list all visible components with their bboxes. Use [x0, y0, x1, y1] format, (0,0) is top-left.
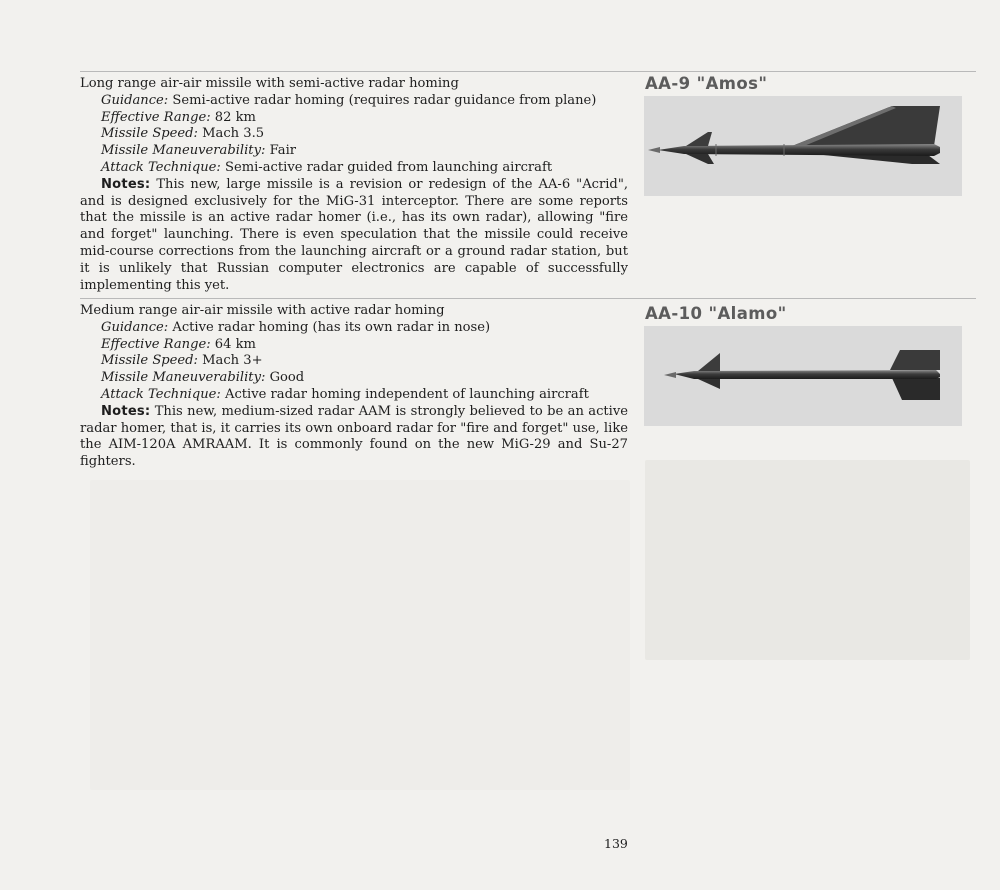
field-label: Guidance:	[101, 319, 169, 335]
range-field	[80, 337, 628, 354]
guidance-field	[80, 93, 628, 110]
maneuverability-field	[80, 370, 628, 387]
missile-notes	[80, 177, 628, 295]
maneuverability-field	[80, 143, 628, 160]
field-value: Active radar homing (has its own radar in nose)	[172, 319, 491, 335]
missile-title: AA-9 "Amos"	[645, 74, 768, 93]
missile-entry-aa9	[80, 76, 628, 294]
section-divider	[80, 298, 976, 299]
bleed-through-shade	[645, 460, 970, 660]
field-value: 82 km	[214, 109, 256, 125]
field-label: Effective Range:	[101, 336, 211, 352]
guidance-field	[80, 320, 628, 337]
field-value: 64 km	[214, 336, 256, 352]
notes-label: Notes:	[101, 403, 151, 419]
section-divider	[80, 71, 976, 72]
field-value: Semi-active radar guided from launching aircraft	[224, 159, 553, 175]
field-value: Mach 3+	[202, 353, 263, 369]
missile-title: AA-10 "Alamo"	[645, 304, 787, 323]
field-value: Good	[269, 370, 305, 386]
field-value: Mach 3.5	[202, 126, 265, 142]
range-field	[80, 110, 628, 127]
speed-field	[80, 353, 628, 370]
attack-technique-field	[80, 160, 628, 177]
field-label: Attack Technique:	[101, 386, 221, 402]
speed-field	[80, 126, 628, 143]
missile-illustration-icon	[644, 96, 962, 196]
field-label: Attack Technique:	[101, 159, 221, 175]
missile-illustration-icon	[644, 326, 962, 426]
field-label: Guidance:	[101, 92, 169, 108]
bleed-through-shade	[90, 480, 630, 790]
field-label: Missile Speed:	[101, 126, 198, 142]
notes-text: This new, medium-sized radar AAM is strongly believed to be an active radar homer, that is, it carries its own onboard radar for "fire and forget" use, like the AIM-120A AMRAAM. It is commonly found on the new MiG-29 and Su-27 fighters.	[80, 403, 629, 470]
missile-entry-aa10	[80, 303, 628, 471]
page-number: 139	[604, 836, 628, 851]
notes-label: Notes:	[101, 176, 151, 192]
missile-illustration-aa9	[644, 96, 962, 196]
field-value: Active radar homing independent of launching aircraft	[224, 386, 589, 402]
notes-text: This new, large missile is a revision or redesign of the AA-6 "Acrid", and is designed exclusively for the MiG-31 interceptor. There are some reports that the missile is an active radar homer (i.e., has its own radar), allowing "fire and forget" launching. There is even speculation that the missile could receive mid-course corrections from the launching aircraft or a ground radar station, but it is unlikely that Russian computer electronics are capable of successfully implementing this yet.	[80, 176, 629, 293]
attack-technique-field	[80, 387, 628, 404]
missile-notes	[80, 404, 628, 471]
missile-illustration-aa10	[644, 326, 962, 426]
field-label: Missile Speed:	[101, 353, 198, 369]
field-label: Missile Maneuverability:	[101, 370, 266, 386]
field-value: Semi-active radar homing (requires radar guidance from plane)	[172, 92, 597, 108]
missile-description: Long range air-air missile with semi-active radar homing	[80, 76, 459, 91]
field-value: Fair	[269, 143, 297, 159]
missile-description: Medium range air-air missile with active radar homing	[80, 303, 445, 318]
field-label: Missile Maneuverability:	[101, 143, 266, 159]
field-label: Effective Range:	[101, 109, 211, 125]
